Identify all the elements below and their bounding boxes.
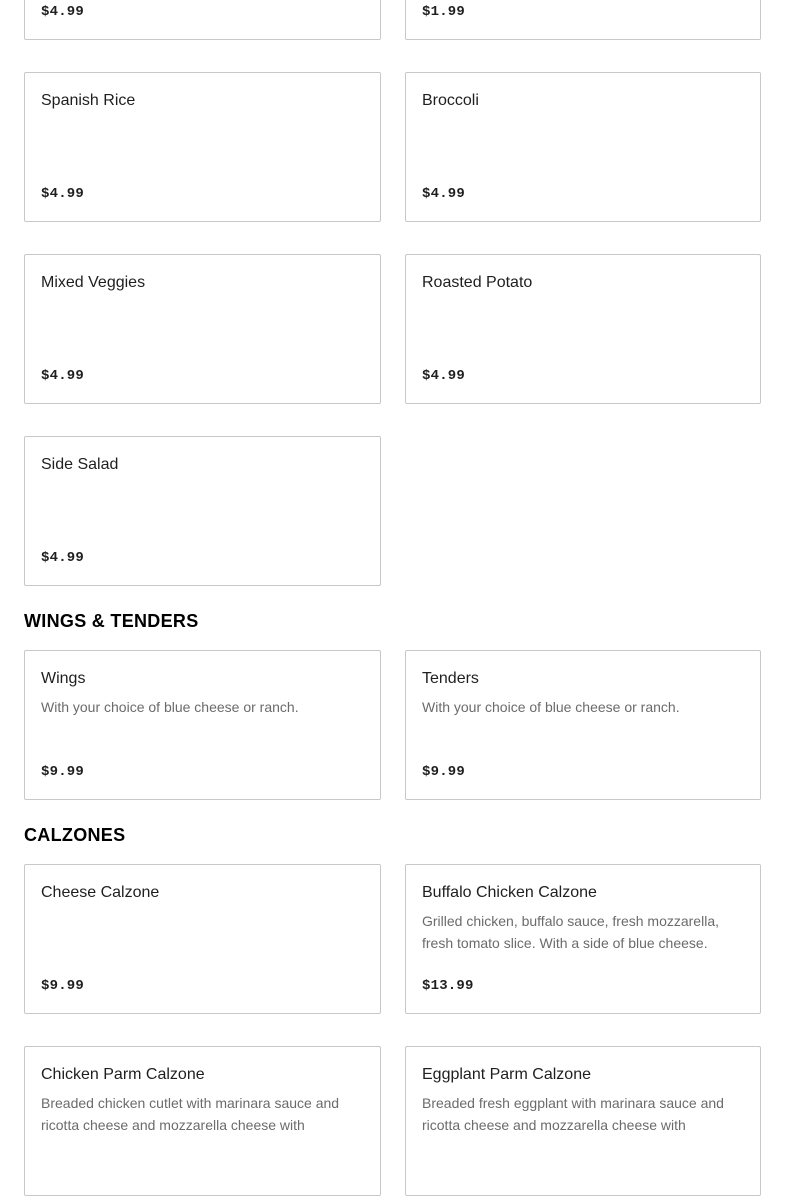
item-name: Tenders	[422, 670, 479, 687]
item-description: With your choice of blue cheese or ranch.	[41, 699, 299, 715]
menu-item-card[interactable]	[24, 1046, 381, 1196]
item-price: $4.99	[422, 186, 466, 202]
menu-item-card[interactable]	[405, 0, 761, 40]
item-name: Buffalo Chicken Calzone	[422, 884, 597, 901]
item-price: $4.99	[41, 368, 85, 384]
section-title: CALZONES	[24, 825, 126, 845]
item-price: $1.99	[422, 4, 466, 20]
item-description: Breaded fresh eggplant with marinara sauce and ricotta cheese and mozzarella cheese with	[422, 1095, 724, 1133]
menu-item-card[interactable]	[24, 0, 381, 40]
item-name: Spanish Rice	[41, 92, 136, 109]
menu-item-card[interactable]	[405, 1046, 761, 1196]
item-name: Wings	[41, 670, 86, 687]
menu-item-card[interactable]	[24, 254, 381, 404]
item-name: Mixed Veggies	[41, 274, 146, 291]
item-name: Roasted Potato	[422, 274, 533, 291]
item-price: $9.99	[422, 764, 466, 780]
item-price: $13.99	[422, 978, 474, 994]
item-name: Cheese Calzone	[41, 884, 160, 901]
menu-item-card[interactable]	[405, 650, 761, 800]
item-description: With your choice of blue cheese or ranch.	[422, 699, 680, 715]
item-description: Grilled chicken, buffalo sauce, fresh mozzarella, fresh tomato slice. With a side of blue cheese.	[422, 913, 719, 951]
item-name: Eggplant Parm Calzone	[422, 1066, 591, 1083]
menu-item-card[interactable]	[24, 72, 381, 222]
menu-item-card[interactable]	[405, 72, 761, 222]
menu-item-card[interactable]	[405, 254, 761, 404]
item-price: $9.99	[41, 978, 85, 994]
item-price: $4.99	[41, 550, 85, 566]
item-price: $4.99	[422, 368, 466, 384]
menu-item-card[interactable]	[405, 864, 761, 1014]
menu-item-card[interactable]	[24, 436, 381, 586]
item-price: $9.99	[41, 764, 85, 780]
item-name: Broccoli	[422, 92, 479, 109]
item-price: $4.99	[41, 186, 85, 202]
menu-item-card[interactable]	[24, 650, 381, 800]
item-name: Chicken Parm Calzone	[41, 1066, 205, 1083]
item-price: $4.99	[41, 4, 85, 20]
section-title: WINGS & TENDERS	[24, 611, 199, 631]
menu-item-card[interactable]	[24, 864, 381, 1014]
item-description: Breaded chicken cutlet with marinara sauce and ricotta cheese and mozzarella cheese with	[41, 1095, 340, 1133]
item-name: Side Salad	[41, 456, 119, 473]
